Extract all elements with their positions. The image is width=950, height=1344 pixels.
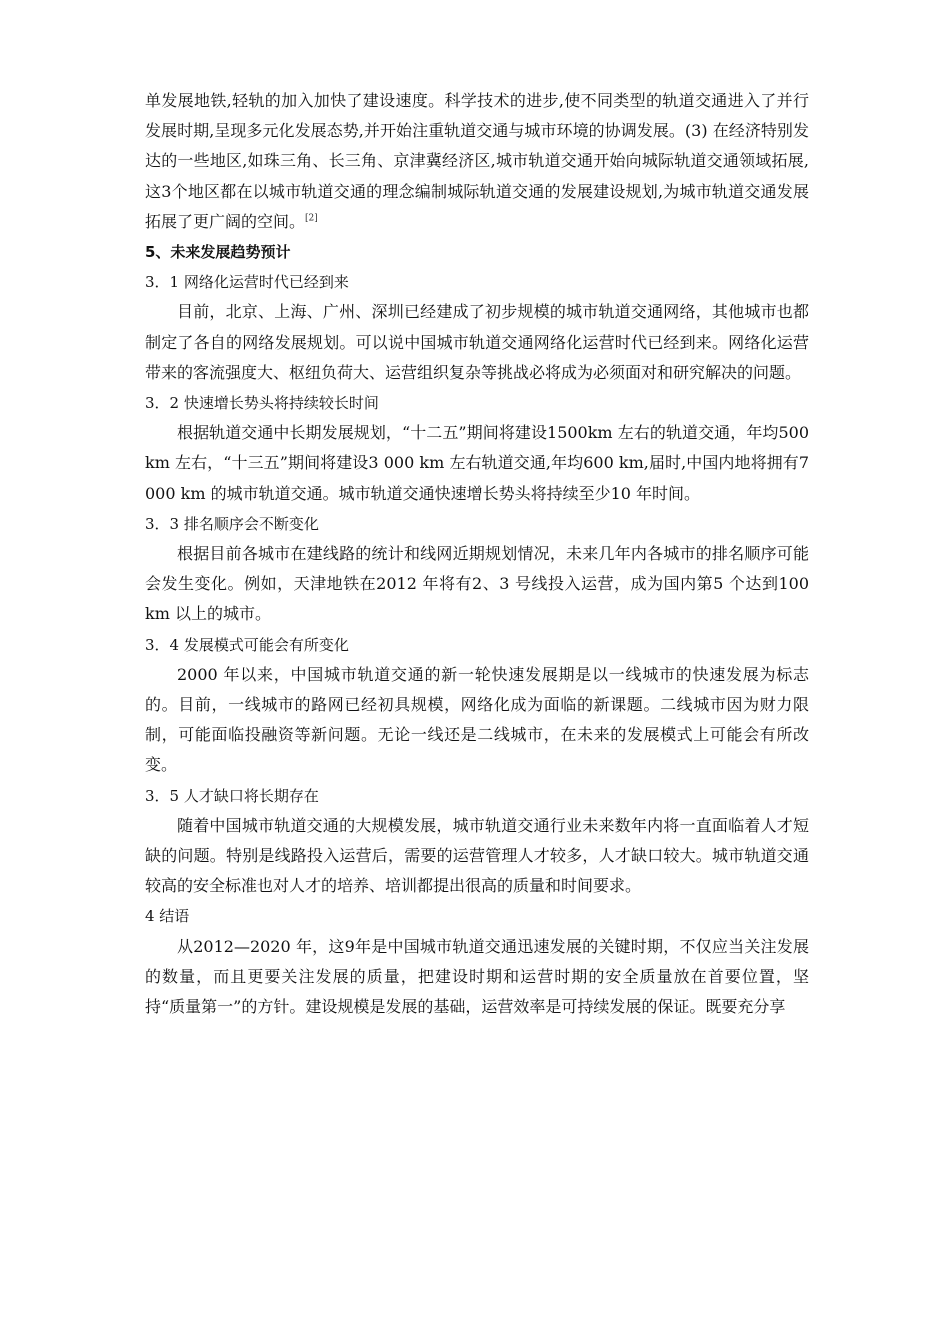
subsection-3-1-paragraph: 目前，北京、上海、广州、深圳已经建成了初步规模的城市轨道交通网络，其他城市也都制定了各自的网络发展规划。可以说中国城市轨道交通网络化运营时代已经到来。网络化运营带来的客流强度大、枢纽负荷大、运营组织复杂等挑战必将成为必须面对和研究解决的问题。 [145,302,809,382]
intro-paragraph [145,86,809,237]
subsection-3-2-paragraph: 根据轨道交通中长期发展规划，“十二五”期间将建设1500km 左右的轨道交通，年均500 km 左右，“十三五”期间将建设3 000 km 左右轨道交通,年均600 km,届时,中国内地将拥有7 000 km 的城市轨道交通。城市轨道交通快速增长势头将持续至少10 年时间。 [145,423,809,503]
citation-marker: [2] [305,213,318,224]
subsection-3-5-title: 3．5 人才缺口将长期存在 [145,786,319,805]
subsection-3-4-title: 3．4 发展模式可能会有所变化 [145,635,349,654]
document-page [145,86,809,1022]
conclusion-title: 4 结语 [145,907,190,926]
subsection-3-1-title: 3．1 网络化运营时代已经到来 [145,273,349,292]
subsection-3-5-paragraph: 随着中国城市轨道交通的大规模发展，城市轨道交通行业未来数年内将一直面临着人才短缺的问题。特别是线路投入运营后，需要的运营管理人才较多，人才缺口较大。城市轨道交通较高的安全标准也对人才的培养、培训都提出很高的质量和时间要求。 [145,815,809,896]
subsection-3-3-title: 3．3 排名顺序会不断变化 [145,514,319,533]
subsection-3-3-paragraph: 根据目前各城市在建线路的统计和线网近期规划情况，未来几年内各城市的排名顺序可能会发生变化。例如，天津地铁在2012 年将有2、3 号线投入运营，成为国内第5 个达到100 km 以上的城市。 [145,544,809,624]
intro-text: 单发展地铁,轻轨的加入加快了建设速度。科学技术的进步,使不同类型的轨道交通进入了并行发展时期,呈现多元化发展态势,并开始注重轨道交通与城市环境的协调发展。(3) 在经济特别发达的一些地区,如珠三角、长三角、京津冀经济区,城市轨道交通开始向城际轨道交通领域拓展,这3个地区都在以城市轨道交通的理念编制城际轨道交通的发展建设规划,为城市轨道交通发展拓展了更广阔的空间。 [145,91,809,231]
section-5-title: 5、未来发展趋势预计 [145,243,291,262]
subsection-3-2-title: 3．2 快速增长势头将持续较长时间 [145,394,379,413]
subsection-3-4-paragraph: 2000 年以来，中国城市轨道交通的新一轮快速发展期是以一线城市的快速发展为标志的。目前，一线城市的路网已经初具规模，网络化成为面临的新课题。二线城市因为财力限制，可能面临投融资等新问题。无论一线还是二线城市，在未来的发展模式上可能会有所改变。 [145,664,809,775]
conclusion-paragraph: 从2012—2020 年，这9年是中国城市轨道交通迅速发展的关键时期，不仅应当关注发展的数量，而且更要关注发展的质量，把建设时期和运营时期的安全质量放在首要位置，坚持“质量第一”的方针。建设规模是发展的基础，运营效率是可持续发展的保证。既要充分享 [145,936,809,1017]
